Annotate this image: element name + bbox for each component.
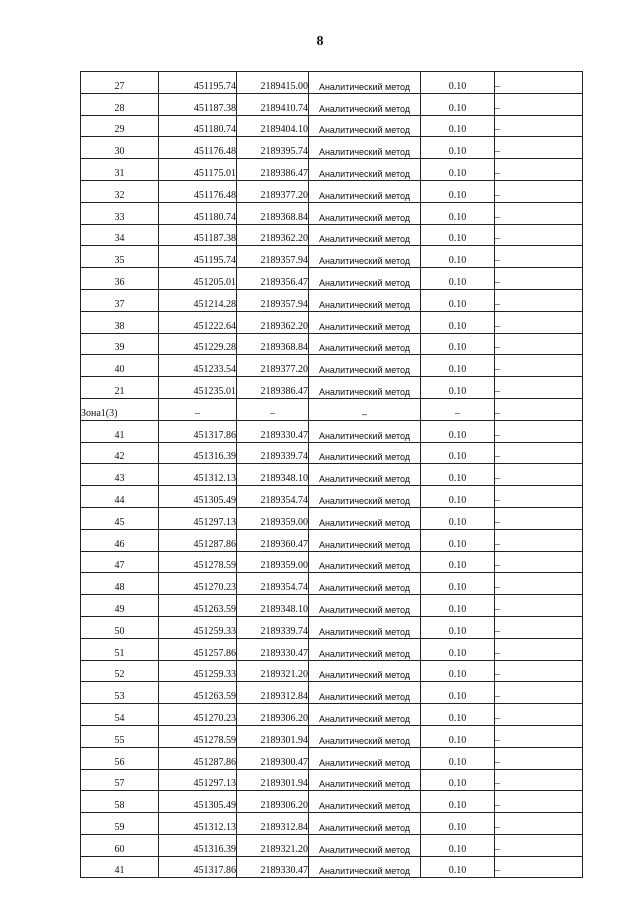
y-coordinate: 2189410.74	[237, 93, 309, 115]
note-cell: –	[495, 725, 583, 747]
point-number: 50	[81, 616, 159, 638]
method-cell: Аналитический метод	[309, 769, 421, 791]
point-number: 28	[81, 93, 159, 115]
method-cell: Аналитический метод	[309, 616, 421, 638]
table-row	[81, 420, 583, 442]
y-coordinate: 2189330.47	[237, 638, 309, 660]
method-cell: Аналитический метод	[309, 660, 421, 682]
table-row	[81, 747, 583, 769]
table-row	[81, 486, 583, 508]
table-row	[81, 704, 583, 726]
accuracy-cell: 0.10	[421, 769, 495, 791]
point-number: 43	[81, 464, 159, 486]
table-row	[81, 377, 583, 399]
accuracy-cell: 0.10	[421, 747, 495, 769]
note-cell: –	[495, 268, 583, 290]
method-cell: Аналитический метод	[309, 311, 421, 333]
y-coordinate: 2189354.74	[237, 486, 309, 508]
method-cell: Аналитический метод	[309, 159, 421, 181]
note-cell: –	[495, 813, 583, 835]
method-cell: Аналитический метод	[309, 856, 421, 878]
x-coordinate: 451305.49	[159, 791, 237, 813]
x-coordinate: 451176.48	[159, 180, 237, 202]
table-row	[81, 246, 583, 268]
note-cell: –	[495, 246, 583, 268]
page-number: 8	[316, 34, 324, 49]
table-row	[81, 682, 583, 704]
x-coordinate: 451317.86	[159, 856, 237, 878]
zone-label: Зона1(3)	[81, 398, 159, 420]
accuracy-cell: 0.10	[421, 246, 495, 268]
y-coordinate: 2189360.47	[237, 529, 309, 551]
x-coordinate: 451180.74	[159, 115, 237, 137]
accuracy-cell: 0.10	[421, 529, 495, 551]
point-number: 53	[81, 682, 159, 704]
method-cell: Аналитический метод	[309, 72, 421, 94]
point-number: 60	[81, 834, 159, 856]
note-cell: –	[495, 464, 583, 486]
table-row	[81, 507, 583, 529]
table-row	[81, 529, 583, 551]
accuracy-cell: 0.10	[421, 224, 495, 246]
table-row	[81, 638, 583, 660]
method-cell: Аналитический метод	[309, 333, 421, 355]
x-coordinate: 451214.28	[159, 289, 237, 311]
note-cell: –	[495, 159, 583, 181]
method-cell: Аналитический метод	[309, 115, 421, 137]
x-coordinate: 451278.59	[159, 725, 237, 747]
table-row	[81, 202, 583, 224]
method-cell: Аналитический метод	[309, 834, 421, 856]
x-coordinate: 451259.33	[159, 616, 237, 638]
method-cell: Аналитический метод	[309, 551, 421, 573]
x-coordinate: 451235.01	[159, 377, 237, 399]
x-coordinate: 451278.59	[159, 551, 237, 573]
note-cell: –	[495, 333, 583, 355]
y-coordinate: 2189306.20	[237, 791, 309, 813]
table-row	[81, 159, 583, 181]
x-coordinate: –	[159, 398, 237, 420]
accuracy-cell: 0.10	[421, 704, 495, 726]
accuracy-cell: 0.10	[421, 137, 495, 159]
accuracy-cell: 0.10	[421, 268, 495, 290]
x-coordinate: 451297.13	[159, 507, 237, 529]
method-cell: Аналитический метод	[309, 202, 421, 224]
accuracy-cell: 0.10	[421, 638, 495, 660]
method-cell: Аналитический метод	[309, 442, 421, 464]
table-row	[81, 551, 583, 573]
method-cell: Аналитический метод	[309, 180, 421, 202]
accuracy-cell: 0.10	[421, 202, 495, 224]
accuracy-cell: 0.10	[421, 159, 495, 181]
point-number: 37	[81, 289, 159, 311]
accuracy-cell: –	[421, 398, 495, 420]
note-cell: –	[495, 529, 583, 551]
table-row	[81, 660, 583, 682]
point-number: 52	[81, 660, 159, 682]
table-row	[81, 813, 583, 835]
point-number: 45	[81, 507, 159, 529]
method-cell: Аналитический метод	[309, 137, 421, 159]
note-cell: –	[495, 595, 583, 617]
note-cell: –	[495, 769, 583, 791]
x-coordinate: 451195.74	[159, 72, 237, 94]
x-coordinate: 451270.23	[159, 573, 237, 595]
y-coordinate: 2189330.47	[237, 420, 309, 442]
y-coordinate: 2189368.84	[237, 333, 309, 355]
note-cell: –	[495, 507, 583, 529]
coordinates-table	[80, 71, 583, 878]
x-coordinate: 451257.86	[159, 638, 237, 660]
table-row	[81, 616, 583, 638]
point-number: 44	[81, 486, 159, 508]
accuracy-cell: 0.10	[421, 464, 495, 486]
method-cell: Аналитический метод	[309, 224, 421, 246]
table-row	[81, 72, 583, 94]
method-cell: Аналитический метод	[309, 486, 421, 508]
x-coordinate: 451229.28	[159, 333, 237, 355]
y-coordinate: 2189395.74	[237, 137, 309, 159]
table-row	[81, 93, 583, 115]
table-row	[81, 725, 583, 747]
y-coordinate: 2189362.20	[237, 311, 309, 333]
x-coordinate: 451297.13	[159, 769, 237, 791]
accuracy-cell: 0.10	[421, 682, 495, 704]
table-row	[81, 595, 583, 617]
accuracy-cell: 0.10	[421, 573, 495, 595]
x-coordinate: 451316.39	[159, 442, 237, 464]
accuracy-cell: 0.10	[421, 486, 495, 508]
y-coordinate: 2189306.20	[237, 704, 309, 726]
note-cell: –	[495, 420, 583, 442]
accuracy-cell: 0.10	[421, 813, 495, 835]
table-row	[81, 115, 583, 137]
y-coordinate: 2189312.84	[237, 682, 309, 704]
accuracy-cell: 0.10	[421, 355, 495, 377]
table-row	[81, 224, 583, 246]
point-number: 51	[81, 638, 159, 660]
y-coordinate: 2189415.00	[237, 72, 309, 94]
accuracy-cell: 0.10	[421, 791, 495, 813]
coordinates-table-body	[81, 72, 583, 878]
y-coordinate: 2189312.84	[237, 813, 309, 835]
y-coordinate: 2189359.00	[237, 507, 309, 529]
method-cell: Аналитический метод	[309, 355, 421, 377]
method-cell: –	[309, 398, 421, 420]
note-cell: –	[495, 311, 583, 333]
method-cell: Аналитический метод	[309, 573, 421, 595]
y-coordinate: 2189339.74	[237, 442, 309, 464]
point-number: 27	[81, 72, 159, 94]
x-coordinate: 451287.86	[159, 529, 237, 551]
point-number: 29	[81, 115, 159, 137]
accuracy-cell: 0.10	[421, 377, 495, 399]
table-row	[81, 834, 583, 856]
x-coordinate: 451287.86	[159, 747, 237, 769]
point-number: 38	[81, 311, 159, 333]
table-row	[81, 769, 583, 791]
point-number: 21	[81, 377, 159, 399]
y-coordinate: 2189368.84	[237, 202, 309, 224]
y-coordinate: 2189300.47	[237, 747, 309, 769]
accuracy-cell: 0.10	[421, 420, 495, 442]
note-cell: –	[495, 486, 583, 508]
point-number: 31	[81, 159, 159, 181]
y-coordinate: 2189321.20	[237, 660, 309, 682]
note-cell: –	[495, 355, 583, 377]
note-cell: –	[495, 202, 583, 224]
method-cell: Аналитический метод	[309, 638, 421, 660]
y-coordinate: 2189330.47	[237, 856, 309, 878]
note-cell: –	[495, 289, 583, 311]
point-number: 57	[81, 769, 159, 791]
y-coordinate: 2189404.10	[237, 115, 309, 137]
x-coordinate: 451270.23	[159, 704, 237, 726]
y-coordinate: 2189301.94	[237, 769, 309, 791]
point-number: 48	[81, 573, 159, 595]
point-number: 34	[81, 224, 159, 246]
point-number: 36	[81, 268, 159, 290]
y-coordinate: 2189339.74	[237, 616, 309, 638]
y-coordinate: 2189357.94	[237, 289, 309, 311]
point-number: 49	[81, 595, 159, 617]
y-coordinate: 2189301.94	[237, 725, 309, 747]
note-cell: –	[495, 398, 583, 420]
note-cell: –	[495, 93, 583, 115]
accuracy-cell: 0.10	[421, 551, 495, 573]
x-coordinate: 451222.64	[159, 311, 237, 333]
note-cell: –	[495, 72, 583, 94]
y-coordinate: 2189359.00	[237, 551, 309, 573]
note-cell: –	[495, 682, 583, 704]
point-number: 55	[81, 725, 159, 747]
accuracy-cell: 0.10	[421, 289, 495, 311]
method-cell: Аналитический метод	[309, 682, 421, 704]
method-cell: Аналитический метод	[309, 93, 421, 115]
note-cell: –	[495, 115, 583, 137]
method-cell: Аналитический метод	[309, 420, 421, 442]
y-coordinate: 2189386.47	[237, 159, 309, 181]
x-coordinate: 451263.59	[159, 682, 237, 704]
x-coordinate: 451195.74	[159, 246, 237, 268]
y-coordinate: 2189377.20	[237, 355, 309, 377]
y-coordinate: 2189377.20	[237, 180, 309, 202]
table-row	[81, 464, 583, 486]
table-row	[81, 289, 583, 311]
table-row	[81, 180, 583, 202]
x-coordinate: 451312.13	[159, 813, 237, 835]
method-cell: Аналитический метод	[309, 595, 421, 617]
point-number: 32	[81, 180, 159, 202]
accuracy-cell: 0.10	[421, 856, 495, 878]
method-cell: Аналитический метод	[309, 507, 421, 529]
table-row	[81, 137, 583, 159]
accuracy-cell: 0.10	[421, 115, 495, 137]
table-row	[81, 333, 583, 355]
accuracy-cell: 0.10	[421, 595, 495, 617]
method-cell: Аналитический метод	[309, 813, 421, 835]
note-cell: –	[495, 551, 583, 573]
table-row	[81, 355, 583, 377]
y-coordinate: 2189362.20	[237, 224, 309, 246]
table-row	[81, 573, 583, 595]
y-coordinate: 2189348.10	[237, 464, 309, 486]
y-coordinate: 2189354.74	[237, 573, 309, 595]
method-cell: Аналитический метод	[309, 246, 421, 268]
accuracy-cell: 0.10	[421, 725, 495, 747]
point-number: 41	[81, 420, 159, 442]
y-coordinate: 2189356.47	[237, 268, 309, 290]
method-cell: Аналитический метод	[309, 377, 421, 399]
point-number: 47	[81, 551, 159, 573]
point-number: 35	[81, 246, 159, 268]
y-coordinate: 2189386.47	[237, 377, 309, 399]
note-cell: –	[495, 224, 583, 246]
x-coordinate: 451263.59	[159, 595, 237, 617]
method-cell: Аналитический метод	[309, 289, 421, 311]
table-row	[81, 442, 583, 464]
note-cell: –	[495, 660, 583, 682]
note-cell: –	[495, 791, 583, 813]
accuracy-cell: 0.10	[421, 616, 495, 638]
point-number: 41	[81, 856, 159, 878]
accuracy-cell: 0.10	[421, 180, 495, 202]
method-cell: Аналитический метод	[309, 704, 421, 726]
x-coordinate: 451259.33	[159, 660, 237, 682]
accuracy-cell: 0.10	[421, 834, 495, 856]
accuracy-cell: 0.10	[421, 311, 495, 333]
accuracy-cell: 0.10	[421, 93, 495, 115]
x-coordinate: 451305.49	[159, 486, 237, 508]
point-number: 46	[81, 529, 159, 551]
note-cell: –	[495, 180, 583, 202]
method-cell: Аналитический метод	[309, 747, 421, 769]
y-coordinate: –	[237, 398, 309, 420]
accuracy-cell: 0.10	[421, 507, 495, 529]
point-number: 54	[81, 704, 159, 726]
note-cell: –	[495, 747, 583, 769]
point-number: 39	[81, 333, 159, 355]
point-number: 58	[81, 791, 159, 813]
table-row	[81, 856, 583, 878]
note-cell: –	[495, 442, 583, 464]
note-cell: –	[495, 834, 583, 856]
point-number: 42	[81, 442, 159, 464]
x-coordinate: 451312.13	[159, 464, 237, 486]
note-cell: –	[495, 856, 583, 878]
x-coordinate: 451187.38	[159, 93, 237, 115]
note-cell: –	[495, 616, 583, 638]
point-number: 33	[81, 202, 159, 224]
y-coordinate: 2189321.20	[237, 834, 309, 856]
point-number: 40	[81, 355, 159, 377]
y-coordinate: 2189357.94	[237, 246, 309, 268]
accuracy-cell: 0.10	[421, 442, 495, 464]
x-coordinate: 451233.54	[159, 355, 237, 377]
point-number: 30	[81, 137, 159, 159]
accuracy-cell: 0.10	[421, 72, 495, 94]
x-coordinate: 451316.39	[159, 834, 237, 856]
method-cell: Аналитический метод	[309, 529, 421, 551]
x-coordinate: 451180.74	[159, 202, 237, 224]
x-coordinate: 451205.01	[159, 268, 237, 290]
table-row	[81, 311, 583, 333]
method-cell: Аналитический метод	[309, 791, 421, 813]
point-number: 59	[81, 813, 159, 835]
zone-header-row	[81, 398, 583, 420]
x-coordinate: 451175.01	[159, 159, 237, 181]
accuracy-cell: 0.10	[421, 660, 495, 682]
table-row	[81, 268, 583, 290]
note-cell: –	[495, 573, 583, 595]
accuracy-cell: 0.10	[421, 333, 495, 355]
method-cell: Аналитический метод	[309, 268, 421, 290]
method-cell: Аналитический метод	[309, 464, 421, 486]
x-coordinate: 451317.86	[159, 420, 237, 442]
method-cell: Аналитический метод	[309, 725, 421, 747]
point-number: 56	[81, 747, 159, 769]
note-cell: –	[495, 377, 583, 399]
note-cell: –	[495, 704, 583, 726]
x-coordinate: 451176.48	[159, 137, 237, 159]
table-row	[81, 791, 583, 813]
y-coordinate: 2189348.10	[237, 595, 309, 617]
note-cell: –	[495, 638, 583, 660]
x-coordinate: 451187.38	[159, 224, 237, 246]
note-cell: –	[495, 137, 583, 159]
